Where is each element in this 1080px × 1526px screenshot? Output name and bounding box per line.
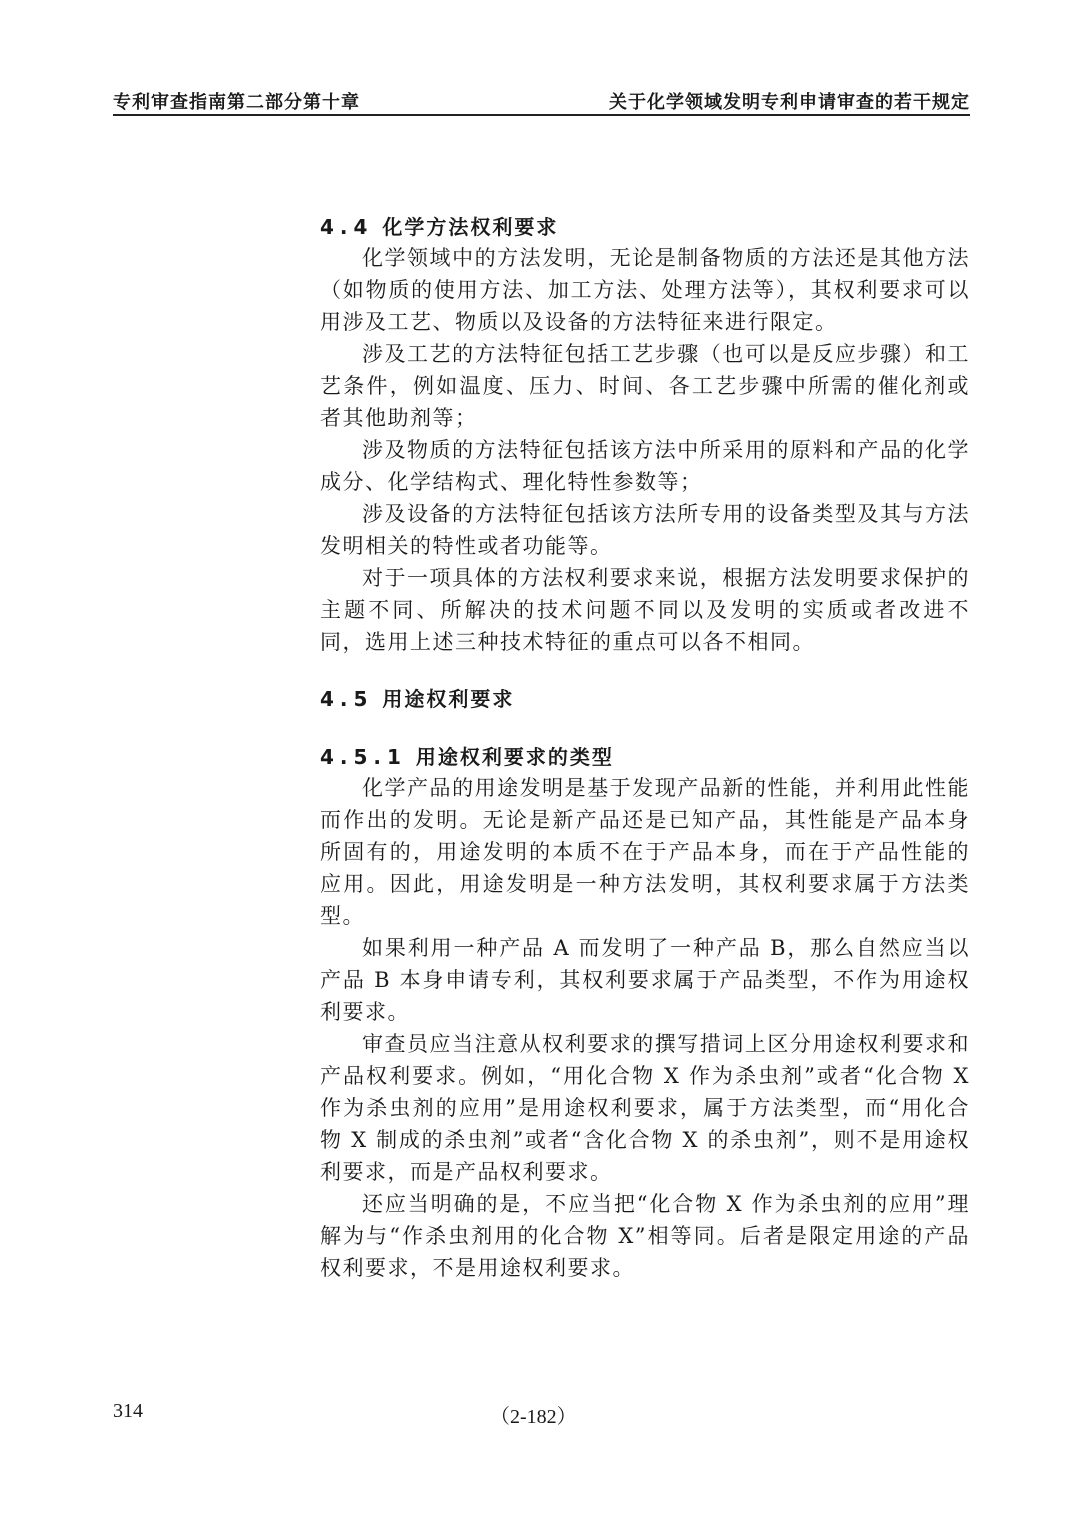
paragraph: 审查员应当注意从权利要求的撰写措词上区分用途权利要求和产品权利要求。例如，“用化合物 X 作为杀虫剂”或者“化合物 X 作为杀虫剂的应用”是用途权利要求，属于方法类型，而“用化合物 X 制成的杀虫剂”或者“含化合物 X 的杀虫剂”，则不是用途权利要求，而是产品权利要求。 <box>320 1032 970 1184</box>
page-number: 314 <box>113 1400 143 1422</box>
section-heading-4-5 <box>320 684 970 714</box>
page-body <box>320 212 970 1284</box>
section-heading-4-5-1 <box>320 742 970 772</box>
paragraph: 涉及工艺的方法特征包括工艺步骤（也可以是反应步骤）和工艺条件，例如温度、压力、时间、各工艺步骤中所需的催化剂或者其他助剂等； <box>320 342 970 430</box>
paragraph: 如果利用一种产品 A 而发明了一种产品 B，那么自然应当以产品 B 本身申请专利，其权利要求属于产品类型，不作为用途权利要求。 <box>320 936 970 1024</box>
header-chapter-title: 专利审查指南第二部分第十章 <box>113 92 360 113</box>
paragraph: 还应当明确的是，不应当把“化合物 X 作为杀虫剂的应用”理解为与“作杀虫剂用的化合物 X”相等同。后者是限定用途的产品权利要求，不是用途权利要求。 <box>320 1192 970 1280</box>
paragraph: 对于一项具体的方法权利要求来说，根据方法发明要求保护的主题不同、所解决的技术问题不同以及发明的实质或者改进不同，选用上述三种技术特征的重点可以各不相同。 <box>320 566 970 654</box>
running-header <box>113 88 970 116</box>
section-title: 用途权利要求的类型 <box>415 745 614 769</box>
section-title: 化学方法权利要求 <box>382 215 559 239</box>
paragraph: 涉及设备的方法特征包括该方法所专用的设备类型及其与方法发明相关的特性或者功能等。 <box>320 502 970 558</box>
section-number: 4.5 <box>320 687 374 711</box>
header-section-title: 关于化学领域发明专利申请审查的若干规定 <box>609 92 970 113</box>
paragraph: 化学领域中的方法发明，无论是制备物质的方法还是其他方法（如物质的使用方法、加工方法、处理方法等），其权利要求可以用涉及工艺、物质以及设备的方法特征来进行限定。 <box>320 246 970 334</box>
section-title: 用途权利要求 <box>382 687 515 711</box>
section-heading-4-4 <box>320 212 970 242</box>
paragraph: 化学产品的用途发明是基于发现产品新的性能，并利用此性能而作出的发明。无论是新产品还是已知产品，其性能是产品本身所固有的，用途发明的本质不在于产品本身，而在于产品性能的应用。因此，用途发明是一种方法发明，其权利要求属于方法类型。 <box>320 776 970 928</box>
section-number: 4.4 <box>320 215 374 239</box>
paragraph: 涉及物质的方法特征包括该方法中所采用的原料和产品的化学成分、化学结构式、理化特性参数等； <box>320 438 970 494</box>
page-reference: （2-182） <box>490 1406 577 1428</box>
section-number: 4.5.1 <box>320 745 407 769</box>
